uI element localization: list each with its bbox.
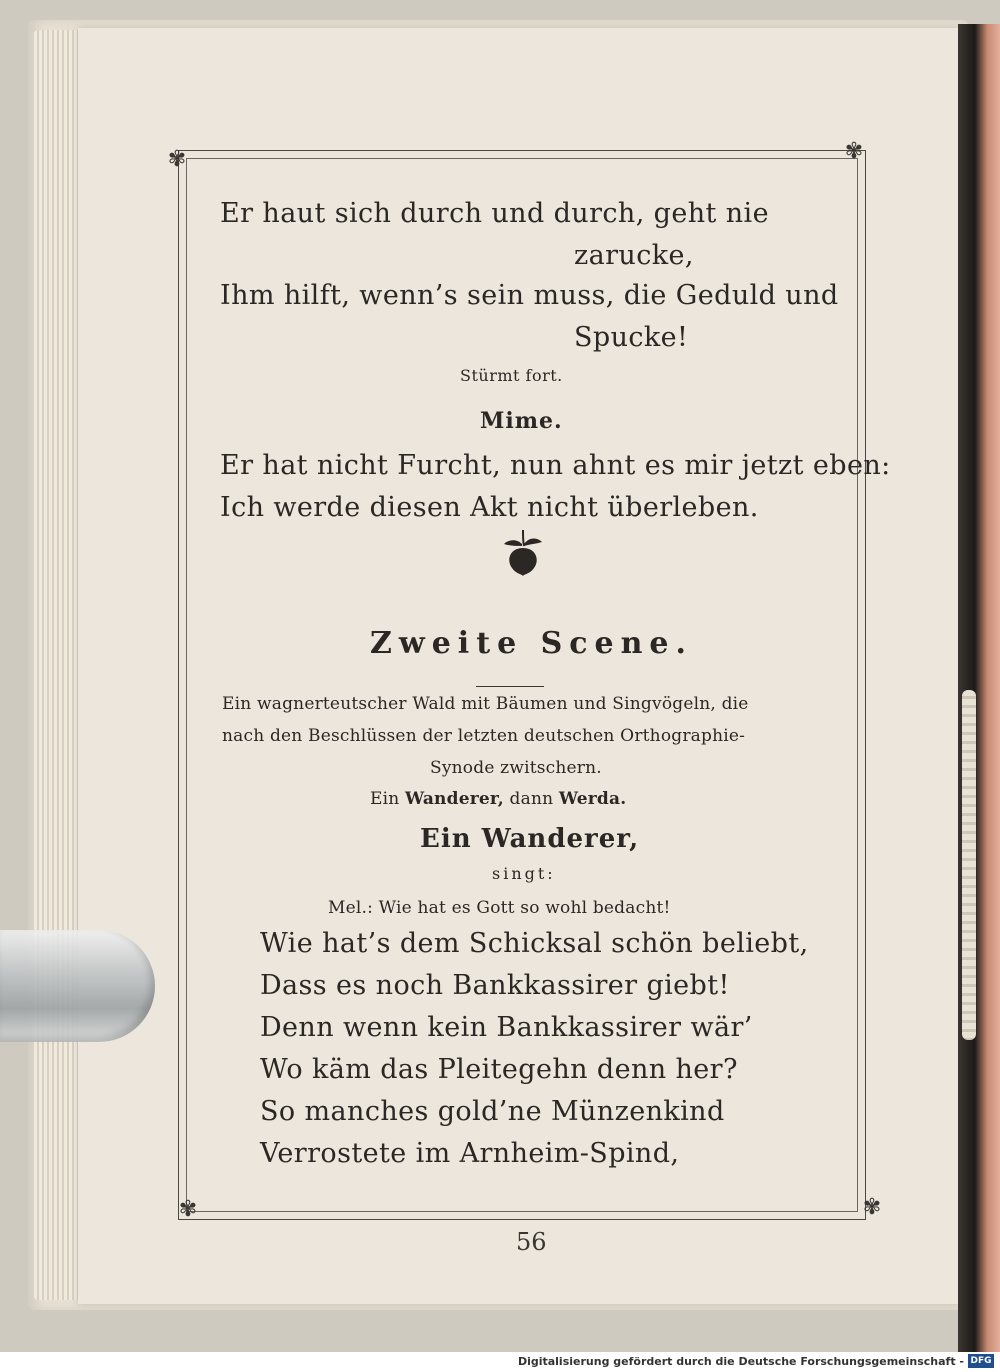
verse-line: So manches gold’ne Münzenkind bbox=[260, 1096, 725, 1127]
verse-line: Spucke! bbox=[574, 322, 689, 353]
verse-line: Wie hat’s dem Schicksal schön beliebt, bbox=[260, 928, 809, 959]
character-name: Werda. bbox=[558, 789, 627, 809]
footer-credit: Digitalisierung gefördert durch die Deutsche Forschungsgemeinschaft - bbox=[517, 1355, 964, 1368]
verse-line: Wo käm das Pleitegehn denn her? bbox=[260, 1054, 738, 1085]
binding-thread bbox=[962, 690, 976, 1040]
character-list bbox=[370, 789, 626, 809]
character-connector: dann bbox=[509, 789, 554, 809]
fleuron-icon bbox=[500, 528, 546, 578]
verse-line: Ihm hilft, wenn’s sein muss, die Geduld und bbox=[220, 280, 839, 311]
corner-ornament-icon: ✾ bbox=[178, 1197, 198, 1222]
stage-direction: singt: bbox=[492, 864, 556, 883]
verse-line: zarucke, bbox=[574, 240, 694, 271]
page-holder-finger bbox=[0, 930, 155, 1042]
melody-note: Mel.: Wie hat es Gott so wohl bedacht! bbox=[328, 898, 671, 918]
corner-ornament-icon: ✾ bbox=[844, 139, 864, 164]
verse-line: Denn wenn kein Bankkassirer wär’ bbox=[260, 1012, 753, 1043]
scene-description-line: Ein wagnerteutscher Wald mit Bäumen und Singvögeln, die bbox=[222, 694, 749, 714]
scene-description-line: Synode zwitschern. bbox=[430, 758, 602, 778]
page-number: 56 bbox=[516, 1228, 547, 1256]
page-edges bbox=[34, 30, 78, 1300]
speaker-name: Ein Wanderer, bbox=[420, 824, 640, 854]
dfg-logo: DFG bbox=[968, 1354, 994, 1368]
book-spine bbox=[958, 24, 1000, 1354]
scene-description-line: nach den Beschlüssen der letzten deutschen Orthographie- bbox=[222, 726, 746, 746]
corner-ornament-icon: ✾ bbox=[167, 147, 187, 172]
verse-line: Verrostete im Arnheim-Spind, bbox=[260, 1138, 680, 1169]
verse-line: Dass es noch Bankkassirer giebt! bbox=[260, 970, 730, 1001]
verse-line: Ich werde diesen Akt nicht überleben. bbox=[220, 492, 759, 523]
character-prefix: Ein bbox=[370, 789, 400, 809]
verse-line: Er haut sich durch und durch, geht nie bbox=[220, 198, 769, 229]
speaker-name: Mime. bbox=[480, 408, 563, 434]
scene-title: Zweite Scene. bbox=[370, 626, 693, 661]
character-name: Wanderer, bbox=[405, 789, 504, 809]
divider bbox=[476, 686, 544, 687]
stage-direction: Stürmt fort. bbox=[460, 366, 563, 385]
corner-ornament-icon: ✾ bbox=[862, 1195, 882, 1220]
verse-line: Er hat nicht Furcht, nun ahnt es mir jetzt eben: bbox=[220, 450, 891, 481]
